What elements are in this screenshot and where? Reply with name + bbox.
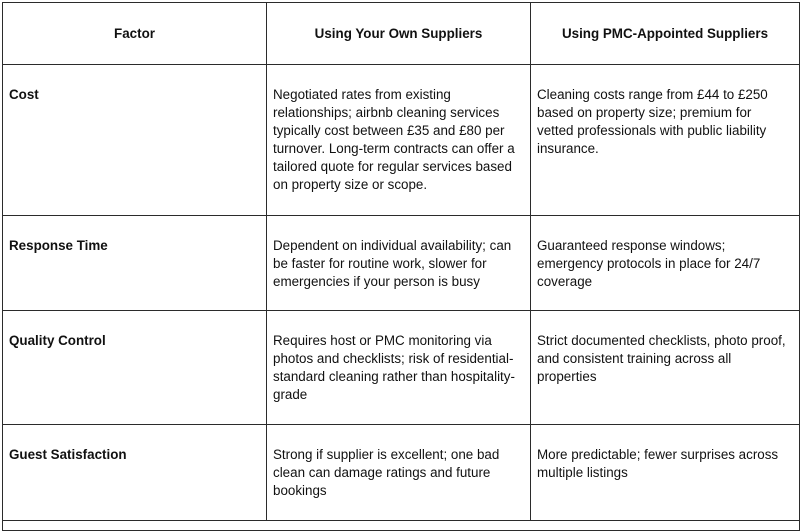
comparison-table xyxy=(2,2,800,531)
column-header-factor: Factor xyxy=(3,3,267,65)
factor-cell: Response Time xyxy=(3,216,267,311)
column-header-own-suppliers: Using Your Own Suppliers xyxy=(267,3,531,65)
table-header-row xyxy=(3,3,800,65)
own-suppliers-cell: Requires host or PMC monitoring via photos and checklists; risk of residential-standard cleaning rather than hospitality-grade xyxy=(267,311,531,425)
own-suppliers-cell: Negotiated rates from existing relationships; airbnb cleaning services typically cost between £35 and £80 per turnover. Long-term contracts can offer a tailored quote for regular services based on property size or scope. xyxy=(267,65,531,216)
table-row-partial xyxy=(3,521,800,531)
table-row xyxy=(3,65,800,216)
own-suppliers-cell: Dependent on individual availability; can be faster for routine work, slower for emergencies if your person is busy xyxy=(267,216,531,311)
pmc-suppliers-cell: Guaranteed response windows; emergency protocols in place for 24/7 coverage xyxy=(531,216,800,311)
pmc-suppliers-cell: Strict documented checklists, photo proof, and consistent training across all properties xyxy=(531,311,800,425)
pmc-suppliers-cell: Cleaning costs range from £44 to £250 based on property size; premium for vetted professionals with public liability insurance. xyxy=(531,65,800,216)
own-suppliers-cell: Strong if supplier is excellent; one bad clean can damage ratings and future bookings xyxy=(267,425,531,521)
table-row xyxy=(3,216,800,311)
factor-cell: Cost xyxy=(3,65,267,216)
pmc-suppliers-cell: More predictable; fewer surprises across multiple listings xyxy=(531,425,800,521)
table-row xyxy=(3,425,800,521)
factor-cell: Quality Control xyxy=(3,311,267,425)
factor-cell: Guest Satisfaction xyxy=(3,425,267,521)
table-row xyxy=(3,311,800,425)
partial-cell xyxy=(3,521,800,531)
column-header-pmc-suppliers: Using PMC-Appointed Suppliers xyxy=(531,3,800,65)
